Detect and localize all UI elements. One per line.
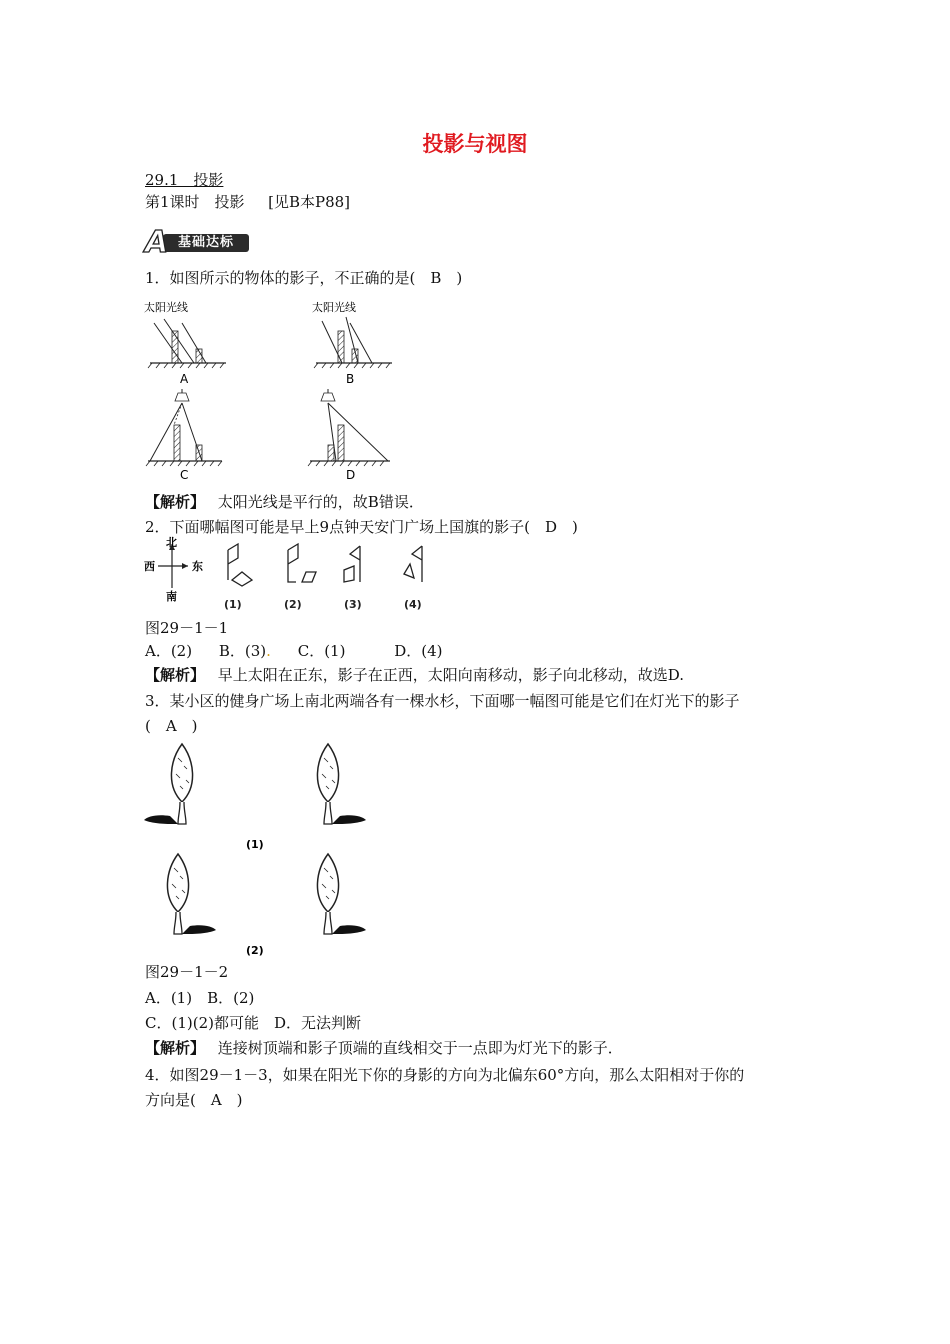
tree-pair-1 bbox=[144, 744, 366, 851]
q2-option-c: C．(1) bbox=[297, 642, 346, 660]
q2-stem: 2．下面哪幅图可能是早上9点钟天安门广场上国旗的影子( D ) bbox=[145, 518, 578, 536]
q2-option-d: D．(4) bbox=[394, 642, 443, 660]
q3-stem-line1: 3．某小区的健身广场上南北两端各有一棵水杉，下面哪一幅图可能是它们在灯光下的影子 bbox=[145, 692, 740, 710]
q2-analysis-tag: 【解析】 bbox=[145, 666, 206, 684]
flag-panel-3 bbox=[344, 546, 362, 611]
tree-pair-2 bbox=[167, 854, 366, 957]
badge-label: 基础达标 bbox=[163, 234, 249, 252]
basic-level-badge bbox=[145, 225, 251, 260]
q3-analysis-tag: 【解析】 bbox=[145, 1039, 206, 1057]
q1-analysis-tag: 【解析】 bbox=[145, 493, 206, 511]
q3-fig-label-2: (2) bbox=[246, 944, 264, 957]
q2-option-a: A．(2) bbox=[145, 642, 193, 660]
sun-rays-label-b: 太阳光线 bbox=[312, 301, 356, 314]
q2-options: A．(2) B．(3). C．(1) D．(4) bbox=[145, 642, 443, 660]
panel-label-1: (1) bbox=[224, 598, 242, 611]
q2-analysis-text: 早上太阳在正东，影子在正西，太阳向南移动，影子向北移动，故选D. bbox=[217, 666, 685, 684]
badge-letter: A bbox=[145, 225, 169, 260]
q1-analysis bbox=[145, 492, 424, 512]
panel-label-2: (2) bbox=[284, 598, 302, 611]
lesson-heading bbox=[145, 192, 350, 212]
q1-label-b: B bbox=[346, 372, 355, 386]
q3-options-line1: A．(1) B．(2) bbox=[145, 989, 255, 1007]
q1-panel-a bbox=[144, 300, 226, 386]
q4-stem-line2: 方向是( A ) bbox=[145, 1091, 243, 1109]
compass-east: 东 bbox=[192, 560, 203, 573]
section-heading: 29.1 投影 bbox=[145, 171, 224, 189]
lesson-title: 第1课时 投影 bbox=[145, 193, 245, 211]
q2-figure bbox=[142, 536, 442, 616]
q1-label-c: C bbox=[180, 468, 189, 482]
q1-figure bbox=[140, 295, 400, 485]
q1-label-a: A bbox=[180, 372, 189, 386]
q2-option-b: B．(3) bbox=[218, 642, 267, 660]
panel-label-3: (3) bbox=[344, 598, 362, 611]
q3-caption: 图29－1－2 bbox=[145, 963, 229, 981]
flag-panel-1 bbox=[224, 544, 252, 611]
panel-label-4: (4) bbox=[404, 598, 422, 611]
q3-fig-label-1: (1) bbox=[246, 838, 264, 851]
q3-answer: ( A ) bbox=[145, 717, 198, 735]
document-title: 投影与视图 bbox=[422, 132, 528, 156]
q3-figure bbox=[142, 740, 382, 960]
flag-panel-4 bbox=[404, 546, 422, 611]
q4-stem-line1: 4．如图29－1－3，如果在阳光下你的身影的方向为北偏东60°方向，那么太阳相对于你的 bbox=[145, 1066, 745, 1084]
q3-analysis bbox=[145, 1038, 623, 1058]
q1-panel-b bbox=[312, 300, 392, 386]
q1-analysis-text: 太阳光线是平行的，故B错误． bbox=[217, 493, 424, 511]
q1-panel-c bbox=[146, 389, 222, 482]
q1-panel-d bbox=[308, 389, 390, 482]
sun-rays-label: 太阳光线 bbox=[144, 301, 188, 314]
q1-label-d: D bbox=[346, 468, 356, 482]
compass-south: 南 bbox=[166, 590, 177, 603]
q3-stem-line2 bbox=[145, 716, 198, 736]
q3-analysis-text: 连接树顶端和影子顶端的直线相交于一点即为灯光下的影子． bbox=[217, 1039, 623, 1057]
compass-west: 西 bbox=[144, 560, 155, 573]
book-reference: [见B本P88] bbox=[268, 193, 351, 211]
q2-analysis bbox=[145, 665, 684, 685]
compass bbox=[144, 536, 203, 603]
q2-caption: 图29－1－1 bbox=[145, 619, 229, 637]
flag-panel-2 bbox=[284, 544, 316, 611]
compass-north: 北 bbox=[166, 536, 177, 549]
q3-options-line2: C．(1)(2)都可能 D．无法判断 bbox=[145, 1014, 361, 1032]
q1-stem: 1．如图所示的物体的影子，不正确的是( B ) bbox=[145, 269, 463, 287]
